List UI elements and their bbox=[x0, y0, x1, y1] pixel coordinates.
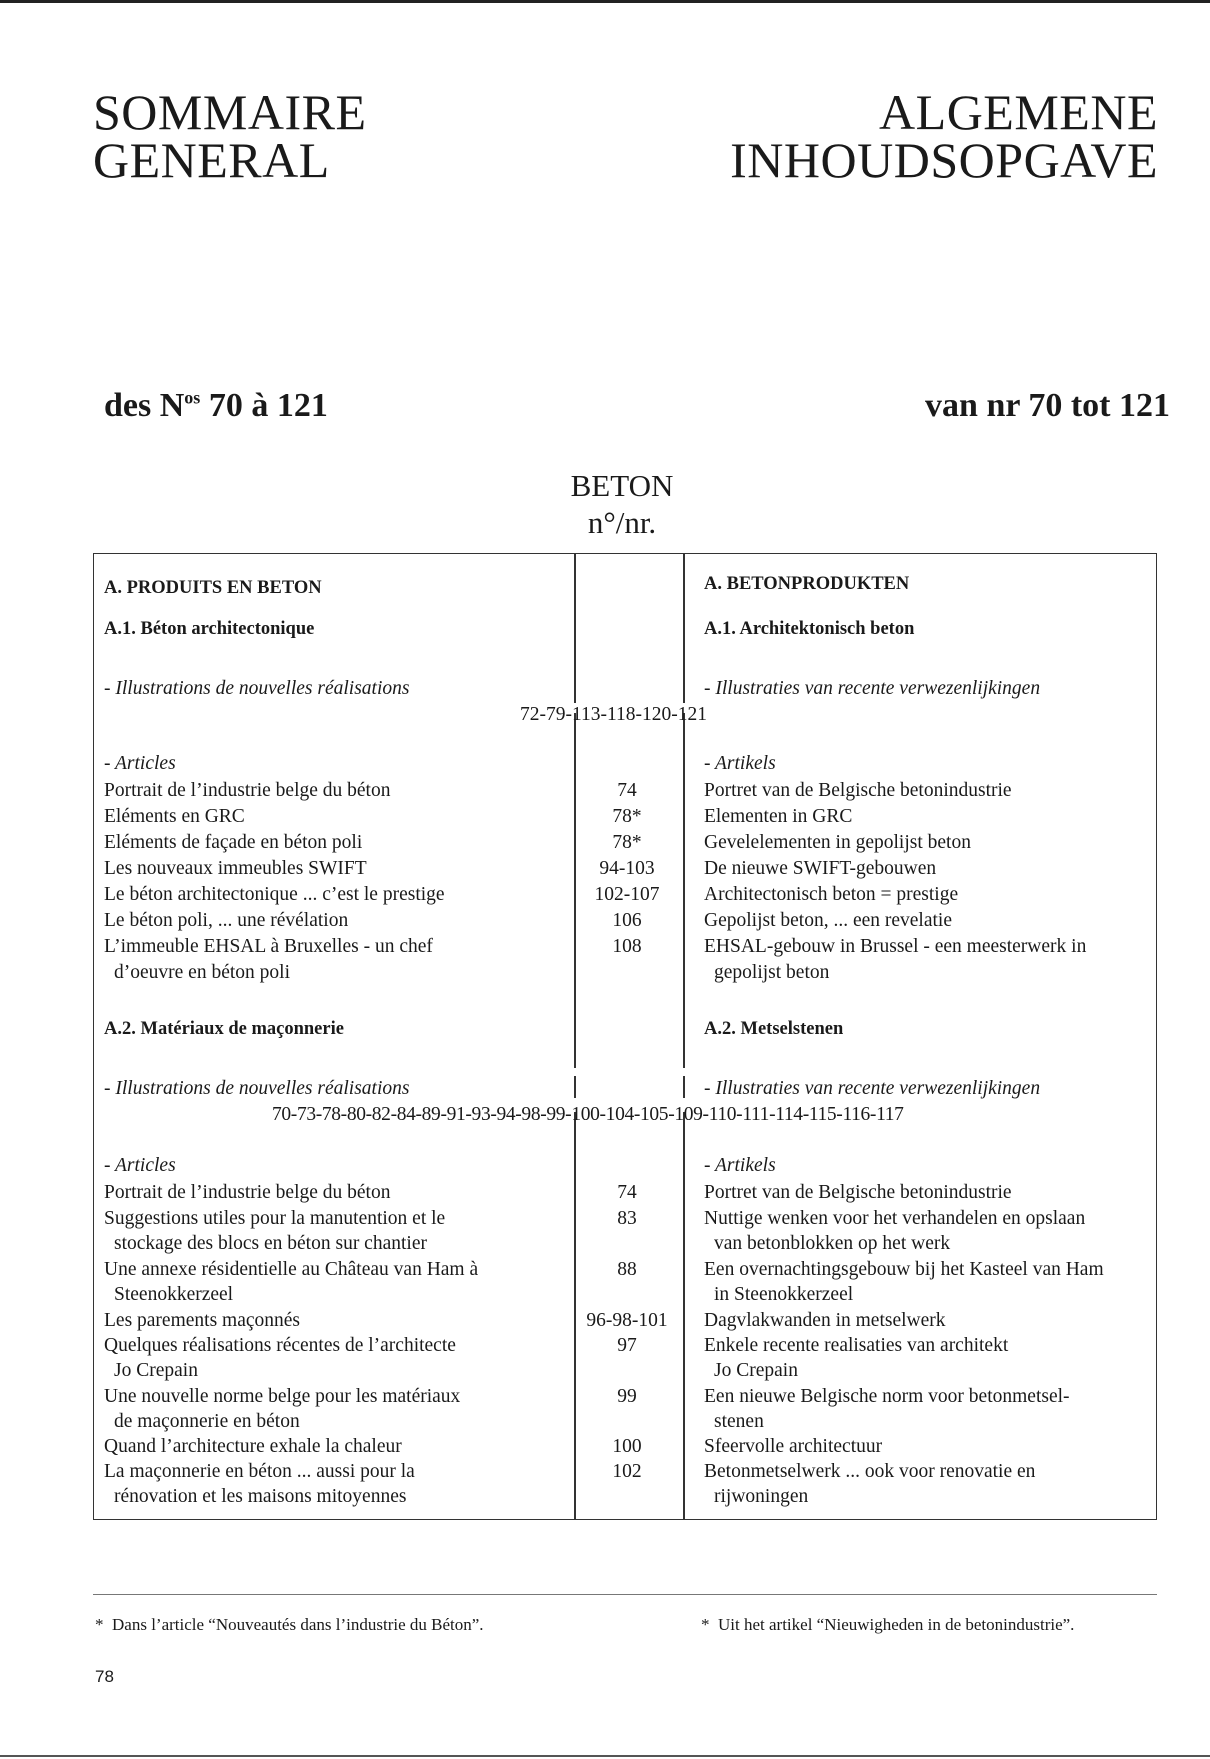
a2-row-4-nl: Dagvlakwanden in metselwerk bbox=[704, 1310, 946, 1331]
a2-row-5-fr-line2: Jo Crepain bbox=[114, 1360, 198, 1381]
a2-row-3-fr-line1: Une annexe résidentielle au Château van Ham à bbox=[104, 1259, 479, 1280]
a2-fr-articles-label: - Articles bbox=[104, 1155, 176, 1176]
a1-nl-articles-label: - Artikels bbox=[704, 753, 776, 774]
a2-row-7-fr: Quand l’architecture exhale la chaleur bbox=[104, 1436, 402, 1457]
a1-row-7-nl-line1: EHSAL-gebouw in Brussel - een meesterwerk in bbox=[704, 936, 1087, 957]
a1-row-6-nl: Gepolijst beton, ... een revelatie bbox=[704, 910, 952, 931]
fr-range-rest: 70 à 121 bbox=[200, 387, 328, 424]
a2-nl-heading: A.2. Metselstenen bbox=[704, 1019, 844, 1039]
a2-row-3-nl-line2: in Steenokkerzeel bbox=[714, 1284, 854, 1305]
a2-row-6-fr-line1: Une nouvelle norme belge pour les matériaux bbox=[104, 1386, 461, 1407]
a2-row-8-num: 102 bbox=[612, 1461, 642, 1482]
footnote-fr-text: Dans l’article “Nouveautés dans l’industrie du Béton”. bbox=[112, 1615, 484, 1634]
a2-row-8-fr-line1: La maçonnerie en béton ... aussi pour la bbox=[104, 1461, 415, 1482]
a2-fr-heading: A.2. Matériaux de maçonnerie bbox=[104, 1019, 344, 1039]
section-a-nl-heading: A. BETONPRODUKTEN bbox=[704, 574, 910, 594]
a2-row-7-num: 100 bbox=[612, 1436, 642, 1457]
a2-illustration-numbers: 70-73-78-80-82-84-89-91-93-94-98-99-100-104-105-109-110-111-114-115-116-117 bbox=[272, 1104, 904, 1125]
a2-row-4-fr: Les parements maçonnés bbox=[104, 1310, 301, 1331]
a2-row-6-nl-line1: Een nieuwe Belgische norm voor betonmetsel- bbox=[704, 1386, 1070, 1407]
a1-row-1-nl: Portret van de Belgische betonindustrie bbox=[704, 780, 1012, 801]
a2-row-3-fr-line2: Steenokkerzeel bbox=[114, 1284, 234, 1305]
a1-row-4-nl: De nieuwe SWIFT-gebouwen bbox=[704, 858, 937, 879]
footnote-nl-star: * bbox=[701, 1615, 710, 1634]
a2-row-2-fr-line2: stockage des blocs en béton sur chantier bbox=[114, 1233, 427, 1254]
center-heading-line2: n°/nr. bbox=[587, 505, 657, 540]
a2-row-5-fr-line1: Quelques réalisations récentes de l’architecte bbox=[104, 1335, 456, 1356]
nl-title-line2: INHOUDSOPGAVE bbox=[730, 132, 1158, 188]
fr-range bbox=[104, 387, 328, 425]
page-number: 78 bbox=[95, 1667, 114, 1686]
a2-row-5-nl-line2: Jo Crepain bbox=[714, 1360, 798, 1381]
footnote-rule bbox=[93, 1594, 1157, 1595]
column-divider-left-3 bbox=[574, 1076, 576, 1098]
a2-row-3-num: 88 bbox=[617, 1259, 637, 1280]
a1-row-7-fr-line1: L’immeuble EHSAL à Bruxelles - un chef bbox=[104, 936, 433, 957]
a1-row-2-fr: Eléments en GRC bbox=[104, 806, 245, 827]
a2-nl-articles-label: - Artikels bbox=[704, 1155, 776, 1176]
a1-row-7-fr-line2: d’oeuvre en béton poli bbox=[114, 962, 290, 983]
top-rule bbox=[0, 0, 1210, 3]
a1-nl-illustrations: - Illustraties van recente verwezenlijkingen bbox=[704, 678, 1041, 699]
a2-row-2-nl-line1: Nuttige wenken voor het verhandelen en opslaan bbox=[704, 1208, 1086, 1229]
column-divider-right-3 bbox=[683, 1076, 685, 1098]
a1-row-3-fr: Eléments de façade en béton poli bbox=[104, 832, 363, 853]
a1-row-7-num: 108 bbox=[612, 936, 642, 957]
fr-title-line1: SOMMAIRE bbox=[93, 84, 367, 140]
nl-title bbox=[730, 84, 1158, 188]
a1-row-2-num: 78* bbox=[612, 806, 642, 827]
a1-row-7-nl-line2: gepolijst beton bbox=[714, 962, 830, 983]
a2-row-4-num: 96-98-101 bbox=[586, 1310, 668, 1331]
fr-title bbox=[93, 84, 367, 188]
nl-title-line1: ALGEMENE bbox=[879, 84, 1158, 140]
a1-row-2-nl: Elementen in GRC bbox=[704, 806, 853, 827]
a1-row-4-num: 94-103 bbox=[599, 858, 655, 879]
section-a-fr-heading: A. PRODUITS EN BETON bbox=[104, 578, 322, 598]
a2-row-1-fr: Portrait de l’industrie belge du béton bbox=[104, 1182, 391, 1203]
a1-illustration-numbers: 72-79-113-118-120-121 bbox=[520, 704, 708, 725]
a1-nl-heading: A.1. Architektonisch beton bbox=[704, 619, 915, 639]
a2-row-8-fr-line2: rénovation et les maisons mitoyennes bbox=[114, 1486, 407, 1507]
a2-row-8-nl-line2: rijwoningen bbox=[714, 1486, 809, 1507]
a1-row-4-fr: Les nouveaux immeubles SWIFT bbox=[104, 858, 367, 879]
a1-row-6-fr: Le béton poli, ... une révélation bbox=[104, 910, 349, 931]
footnote-fr-star: * bbox=[95, 1615, 104, 1634]
a2-row-3-nl-line1: Een overnachtingsgebouw bij het Kasteel van Ham bbox=[704, 1259, 1104, 1280]
a1-row-1-num: 74 bbox=[617, 780, 637, 801]
a1-row-1-fr: Portrait de l’industrie belge du béton bbox=[104, 780, 391, 801]
a2-row-1-num: 74 bbox=[617, 1182, 637, 1203]
a2-row-2-fr-line1: Suggestions utiles pour la manutention et le bbox=[104, 1208, 446, 1229]
footnote-nl-text: Uit het artikel “Nieuwigheden in de betonindustrie”. bbox=[718, 1615, 1075, 1634]
a2-row-5-nl-line1: Enkele recente realisaties van architekt bbox=[704, 1335, 1009, 1356]
a2-fr-illustrations: - Illustrations de nouvelles réalisations bbox=[104, 1078, 410, 1099]
a2-row-6-fr-line2: de maçonnerie en béton bbox=[114, 1411, 300, 1432]
a2-row-2-num: 83 bbox=[617, 1208, 637, 1229]
a2-row-8-nl-line1: Betonmetselwerk ... ook voor renovatie en bbox=[704, 1461, 1036, 1482]
a2-row-6-nl-line2: stenen bbox=[714, 1411, 764, 1432]
a1-row-5-num: 102-107 bbox=[594, 884, 660, 905]
a2-row-6-num: 99 bbox=[617, 1386, 637, 1407]
footnote-fr bbox=[95, 1614, 484, 1636]
a2-row-7-nl: Sfeervolle architectuur bbox=[704, 1436, 883, 1457]
bottom-rule bbox=[0, 1755, 1210, 1757]
column-divider-left-1 bbox=[574, 553, 576, 703]
nl-range: van nr 70 tot 121 bbox=[925, 387, 1170, 424]
a1-fr-articles-label: - Articles bbox=[104, 753, 176, 774]
a1-fr-heading: A.1. Béton architectonique bbox=[104, 619, 315, 639]
a1-row-5-nl: Architectonisch beton = prestige bbox=[704, 884, 959, 905]
footnote-nl bbox=[701, 1614, 1074, 1636]
center-column-heading bbox=[522, 467, 722, 541]
fr-title-line2: GENERAL bbox=[93, 132, 330, 188]
fr-range-prefix: des N bbox=[104, 387, 185, 424]
a2-row-2-nl-line2: van betonblokken op het werk bbox=[714, 1233, 951, 1254]
fr-range-sup: os bbox=[184, 387, 201, 408]
a1-row-5-fr: Le béton architectonique ... c’est le prestige bbox=[104, 884, 445, 905]
a2-nl-illustrations: - Illustraties van recente verwezenlijkingen bbox=[704, 1078, 1041, 1099]
column-divider-right-1 bbox=[683, 553, 685, 703]
a1-row-3-nl: Gevelelementen in gepolijst beton bbox=[704, 832, 971, 853]
a1-fr-illustrations: - Illustrations de nouvelles réalisations bbox=[104, 678, 410, 699]
center-heading-line1: BETON bbox=[570, 468, 674, 503]
a2-row-5-num: 97 bbox=[617, 1335, 637, 1356]
a2-row-1-nl: Portret van de Belgische betonindustrie bbox=[704, 1182, 1012, 1203]
a1-row-3-num: 78* bbox=[612, 832, 642, 853]
a1-row-6-num: 106 bbox=[612, 910, 642, 931]
